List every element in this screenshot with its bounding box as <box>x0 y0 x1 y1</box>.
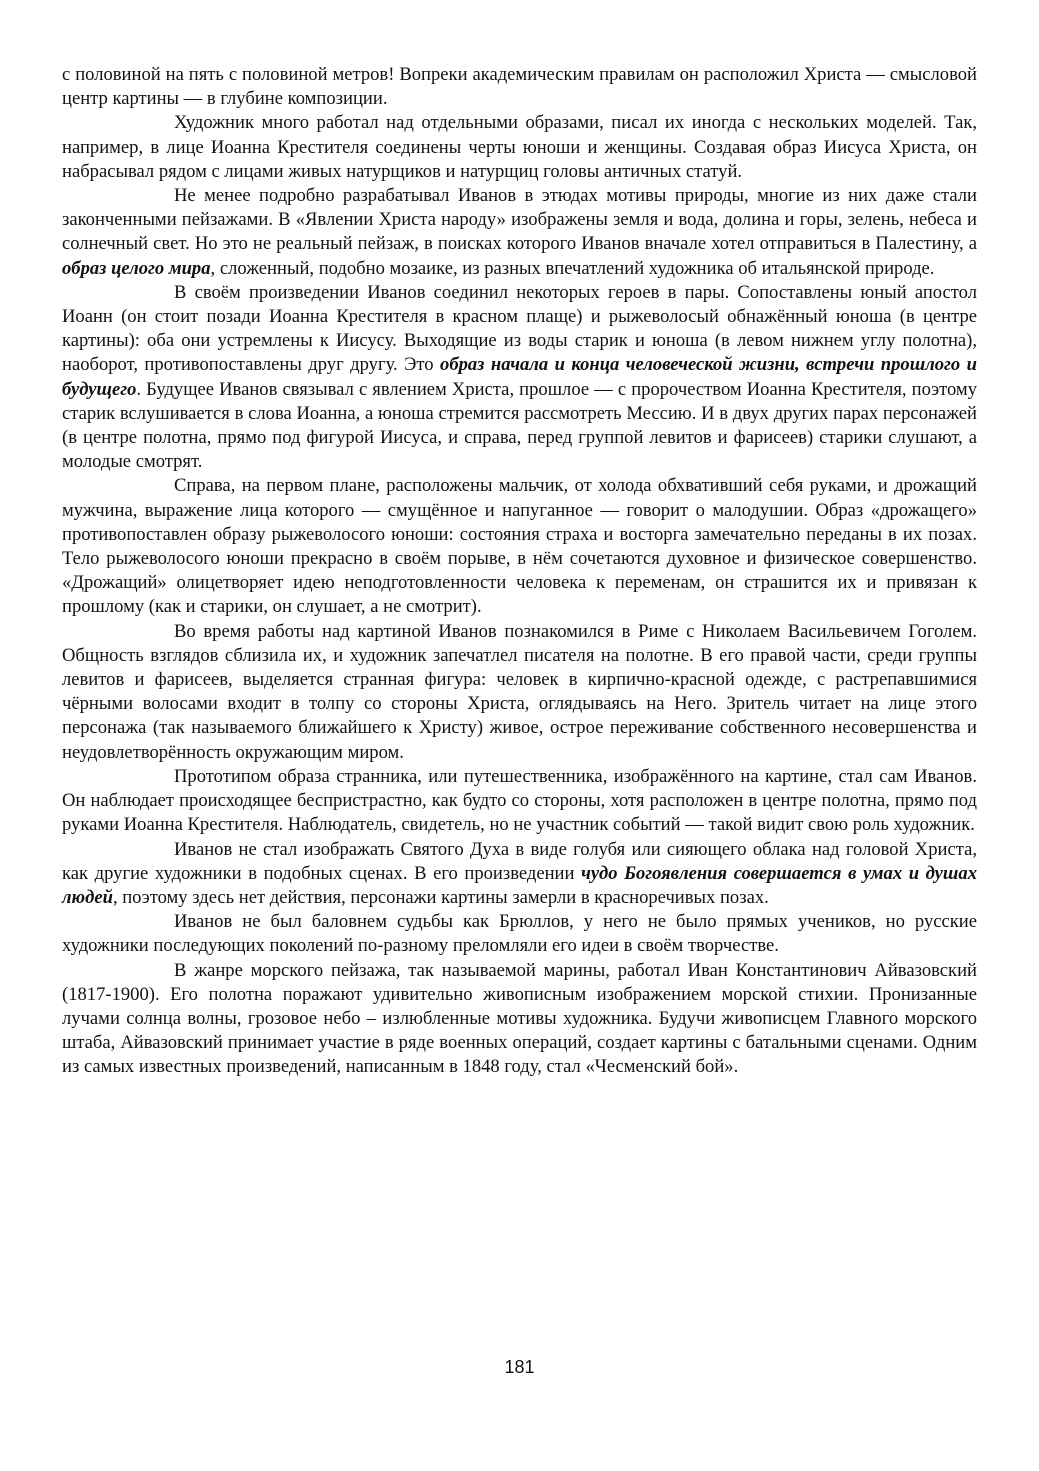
paragraph-6 <box>62 620 977 765</box>
text-run: , сложенный, подобно мозаике, из разных впечатлений художника об итальянской природе. <box>210 257 935 279</box>
text-run: Прототипом образа странника, или путешественника, изображённого на картине, стал сам Иванов. Он наблюдает происходящее беспристрастно, как будто со стороны, хотя расположен в центре полотна, прямо под руками Иоанна Крестителя. Наблюдатель, свидетель, но не участник событий — такой видит свою роль художник. <box>62 765 977 836</box>
paragraph-1 <box>62 63 977 111</box>
text-run: Справа, на первом плане, расположены мальчик, от холода обхвативший себя руками, и дрожащий мужчина, выражение лица которого — смущённое и напуганное — говорит о малодушии. Образ «дрожащего» противопоставлен образу рыжеволосого юноши: состояния страха и восторга замечательно переданы в их позах. Тело рыжеволосого юноши прекрасно в своём порыве, в нём сочетаются духовное и физическое совершенство. «Дрожащий» олицетворяет идею неподготовленности человека к переменам, он страшится их и привязан к прошлому (как и старики, он слушает, а не смотрит). <box>62 475 977 618</box>
emphasis-text: образ начала и конца человеческой жизни, встречи прошлого и будущего <box>62 354 977 400</box>
text-run: . Будущее Иванов связывал с явлением Христа, прошлое — с пророчеством Иоанна Крестителя, поэтому старик вслушивается в слова Иоанна, а юноша стремится рассмотреть Мессию. И в двух других парах персонажей (в центре полотна, прямо под фигурой Иисуса, и справа, перед группой левитов и фарисеев) старики слушают, а молодые смотрят. <box>62 378 977 473</box>
paragraph-8 <box>62 838 977 911</box>
paragraph-5 <box>62 474 977 619</box>
text-run: , поэтому здесь нет действия, персонажи картины замерли в красноречивых позах. <box>112 886 769 908</box>
text-run: В жанре морского пейзажа, так называемой марины, работал Иван Константинович Айвазовский (1817-1900). Его полотна поражают удивительно живописным изображением морской стихии. Пронизанные лучами солнца волны, грозовое небо – излюбленные мотивы художника. Будучи живописцем Главного морского штаба, Айвазовский принимает участие в ряде военных операций, создает картины с батальными сценами. Одним из самых известных произведений, написанным в 1848 году, стал «Чесменский бой». <box>62 959 977 1078</box>
text-run: Иванов не был баловнем судьбы как Брюллов, у него не было прямых учеников, но русские художники последующих поколений по-разному преломляли его идеи в своём творчестве. <box>62 911 977 957</box>
document-body <box>62 63 977 1080</box>
text-run: Не менее подробно разрабатывал Иванов в этюдах мотивы природы, многие из них даже стали законченными пейзажами. В «Явлении Христа народу» изображены земля и вода, долина и горы, зелень, небеса и солнечный свет. Но это не реальный пейзаж, в поисках которого Иванов вначале хотел отправиться в Палестину, а <box>62 185 977 255</box>
paragraph-3 <box>62 184 977 281</box>
text-run: В своём произведении Иванов соединил некоторых героев в пары. Сопоставлены юный апостол Иоанн (он стоит позади Иоанна Крестителя в красном плаще) и рыжеволосый обнажённый юноша (в центре картины): оба они устремлены к Иисусу. Выходящие из воды старик и юноша (в левом нижнем углу полотна), наоборот, противопоставлены друг другу. Это <box>62 281 977 376</box>
page-number: 181 <box>504 1357 535 1377</box>
emphasis-text: чудо Богоявления совершается в умах и душах людей <box>62 862 977 908</box>
emphasis-text: образ целого мира <box>62 257 211 279</box>
text-run: Иванов не стал изображать Святого Духа в виде голубя или сияющего облака над головой Христа, как другие художники в подобных сценах. В его произведении <box>62 838 977 884</box>
text-run: Художник много работал над отдельными образами, писал их иногда с нескольких моделей. Так, например, в лице Иоанна Крестителя соединены черты юноши и женщины. Создавая образ Иисуса Христа, он набрасывал рядом с лицами живых натурщиков и натурщиц головы античных статуй. <box>62 112 977 182</box>
paragraph-9 <box>62 910 977 958</box>
paragraph-4 <box>62 281 977 475</box>
paragraph-7 <box>62 765 977 838</box>
text-run: с половиной на пять с половиной метров! Вопреки академическим правилам он расположил Христа — смысловой центр картины — в глубине композиции. <box>62 64 977 110</box>
text-run: Во время работы над картиной Иванов познакомился в Риме с Николаем Васильевичем Гоголем. Общность взглядов сблизила их, и художник запечатлел писателя на полотне. В его правой части, среди группы левитов и фарисеев, выделяется странная фигура: человек в кирпично-красной одежде, с растрепавшимися чёрными волосами входит в толпу со стороны Христа, оглядываясь на Него. Зритель читает на лице этого персонажа (так называемого ближайшего к Христу) живое, острое переживание собственного несовершенства и неудовлетворённость окружающим миром. <box>62 620 977 763</box>
paragraph-2 <box>62 111 977 184</box>
paragraph-10 <box>62 959 977 1080</box>
